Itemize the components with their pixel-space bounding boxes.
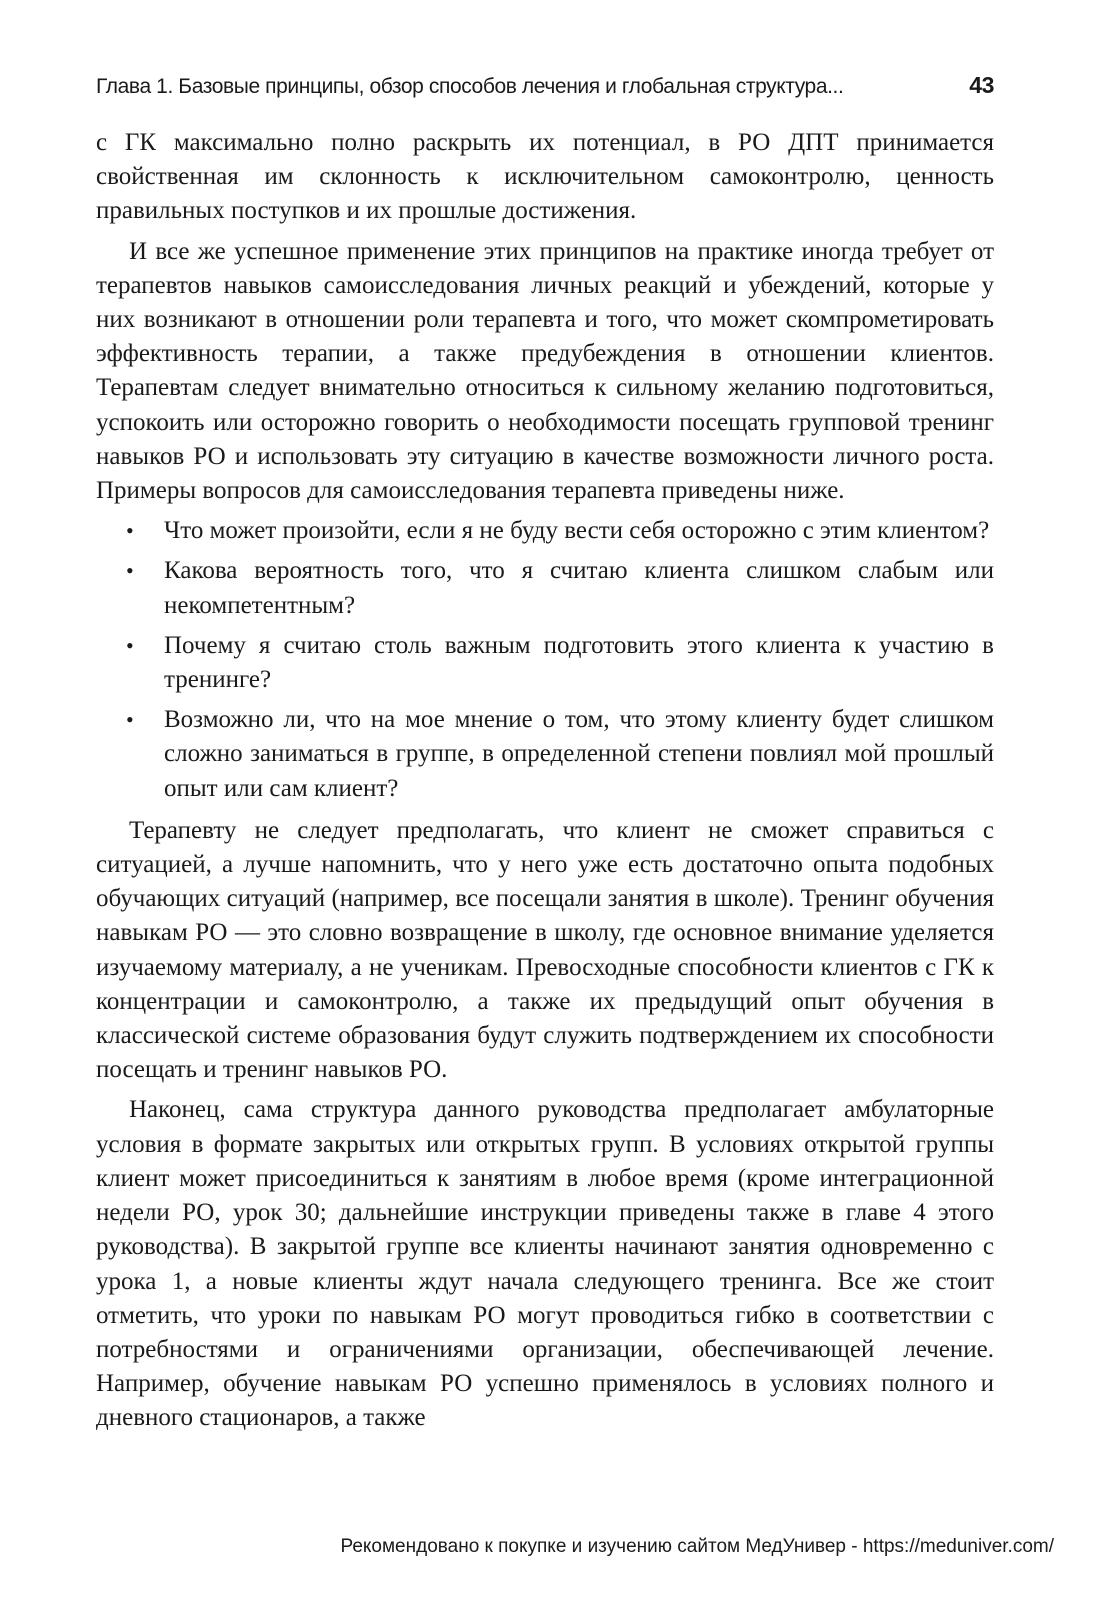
page-number: 43 xyxy=(969,72,994,98)
running-title: Глава 1. Базовые принципы, обзор способов лечения и глобальная структура... xyxy=(96,75,844,98)
footer-watermark: Рекомендовано к покупке и изучению сайтом МедУнивер - https://meduniver.com/ xyxy=(340,1536,1054,1557)
bullet-item xyxy=(96,554,994,622)
bullet-list xyxy=(96,514,994,806)
bullet-text: Почему я считаю столь важным подготовить этого клиента к участию в тренинге? xyxy=(164,631,994,694)
paragraph: Терапевту не следует предполагать, что клиент не сможет справиться с ситуацией, а лучше напомнить, что у него уже есть достаточно опыта подобных обучающих ситуаций (например, все посещали занятия в школе). Тренинг обучения навыкам РО — это словно возвращение в школу, где основное внимание уделяется изучаемому материалу, а не ученикам. Превосходные способности клиентов с ГК к концентрации и самоконтролю, а также их предыдущий опыт обучения в классической системе образования будут служить подтверждением их способности посещать и тренинг навыков РО. xyxy=(96,816,994,1084)
bullet-item xyxy=(96,514,994,548)
bullet-item xyxy=(96,629,994,697)
bullet-icon: • xyxy=(126,632,134,658)
running-header xyxy=(96,72,994,106)
bullet-text: Возможно ли, что на мое мнение о том, что этому клиенту будет слишком сложно заниматься в группе, в определенной степени повлиял мой прошлый опыт или сам клиент? xyxy=(164,706,994,802)
bullet-text: Какова вероятность того, что я считаю клиента слишком слабым или некомпетентным? xyxy=(164,557,994,619)
bullet-icon: • xyxy=(126,707,134,733)
main-text xyxy=(96,126,994,1442)
paragraph: И все же успешное применение этих принципов на практике иногда требует от терапевтов навыков самоисследования личных реакций и убеждений, которые у них возникают в отношении роли терапевта и того, что может скомпрометировать эффективность терапии, а также предубеждения в отношении клиентов. Терапевтам следует внимательно относиться к сильному желанию подготовиться, успокоить или осторожно говорить о необходимости посещать групповой тренинг навыков РО и использовать эту ситуацию в качестве возможности личного роста. Примеры вопросов для самоисследования терапевта приведены ниже. xyxy=(96,237,994,505)
paragraph: Наконец, сама структура данного руководства предполагает амбулаторные условия в формате закрытых или открытых групп. В условиях открытой группы клиент может присоединиться к занятиям в любое время (кроме интеграционной недели РО, урок 30; дальнейшие инструкции приведены также в главе 4 этого руководства). В закрытой группе все клиенты начинают занятия одновременно с урока 1, а новые клиенты ждут начала следующего тренинга. Все же стоит отметить, что уроки по навыкам РО могут проводиться гибко в соответствии с потребностями и ограничениями организации, обеспечивающей лечение. Например, обучение навыкам РО успешно применялось в условиях полного и дневного стационаров, а также xyxy=(96,1096,994,1432)
bullet-icon: • xyxy=(126,518,134,544)
bullet-text: Что может произойти, если я не буду вести себя осторожно с этим клиентом? xyxy=(164,517,990,545)
bullet-item xyxy=(96,703,994,806)
paragraph: с ГК максимально полно раскрыть их потенциал, в РО ДПТ принимается свойственная им склонность к исключительном самоконтролю, ценность правильных поступков и их прошлые достижения. xyxy=(96,129,994,225)
bullet-icon: • xyxy=(126,558,134,584)
